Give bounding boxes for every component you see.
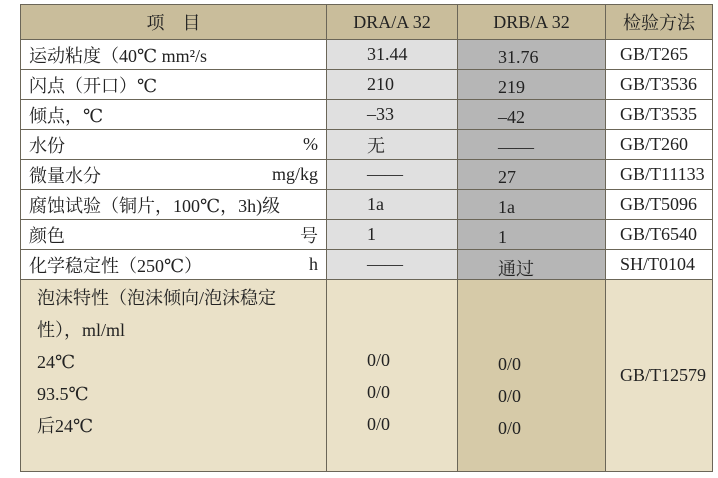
item-cell: [21, 40, 327, 70]
method-cell-value: GB/T11133: [620, 164, 705, 184]
method-cell-value: GB/T260: [620, 134, 689, 154]
item-cell: [21, 100, 327, 130]
dra-cell-value: 无: [367, 135, 385, 156]
method-cell: [606, 70, 713, 100]
drb-cell-value: –42: [498, 107, 525, 127]
foam-drb-3: 0/0: [498, 418, 522, 438]
table-row: [21, 190, 713, 220]
method-cell-value: GB/T6540: [620, 224, 698, 244]
foam-stage-1: 24℃: [37, 352, 76, 372]
item-cell: [21, 130, 327, 160]
dra-cell-value: ——: [367, 164, 403, 184]
item-cell: [21, 160, 327, 190]
table-body: [21, 40, 713, 472]
foam-stage-2: 93.5℃: [37, 384, 89, 404]
method-cell: [606, 100, 713, 130]
dra-cell-value: 210: [367, 74, 394, 94]
dra-cell-value: –33: [367, 104, 394, 124]
header-dra: DRA/A 32: [327, 5, 458, 40]
item-cell: [21, 250, 327, 280]
dra-cell: [327, 130, 458, 160]
drb-cell: [458, 220, 606, 250]
dra-cell-value: 1: [367, 224, 376, 244]
table-row: [21, 250, 713, 280]
item-cell: [21, 190, 327, 220]
method-cell-value: GB/T265: [620, 44, 689, 64]
foam-drb-1: 0/0: [498, 354, 522, 374]
item-label: 运动粘度（40℃ mm²/s: [29, 45, 208, 66]
method-cell-value: SH/T0104: [620, 254, 696, 274]
foam-dra-cell: [327, 280, 458, 472]
method-cell: [606, 40, 713, 70]
foam-drb-cell: [458, 280, 606, 472]
drb-cell: [458, 160, 606, 190]
foam-title-line1: 泡沫特性（泡沫倾向/泡沫稳定: [37, 288, 276, 308]
drb-cell-value: 1a: [498, 197, 515, 217]
item-label: 化学稳定性（250℃）: [29, 255, 203, 276]
method-cell: [606, 160, 713, 190]
method-cell: [606, 130, 713, 160]
item-label: 水份: [29, 135, 65, 156]
dra-cell-value: ——: [367, 254, 403, 274]
method-cell: [606, 220, 713, 250]
item-cell: [21, 70, 327, 100]
table-row: [21, 160, 713, 190]
foam-row: [21, 280, 713, 472]
foam-drb-2: 0/0: [498, 386, 522, 406]
item-label: 颜色: [29, 225, 65, 246]
header-drb: DRB/A 32: [458, 5, 606, 40]
dra-cell-value: 1a: [367, 194, 384, 214]
drb-cell: [458, 130, 606, 160]
drb-cell-value: 27: [498, 167, 516, 187]
dra-cell: [327, 160, 458, 190]
item-label: 微量水分: [29, 165, 101, 186]
method-cell-value: GB/T3536: [620, 74, 698, 94]
header-row: [21, 5, 713, 40]
foam-dra-1: 0/0: [367, 350, 391, 370]
foam-label-cell: [21, 280, 327, 472]
table-row: [21, 100, 713, 130]
item-unit: 号: [300, 225, 318, 246]
drb-cell-value: 通过: [498, 258, 534, 279]
method-cell: [606, 190, 713, 220]
header-item: 项目: [21, 5, 327, 40]
item-label: 腐蚀试验（铜片，100℃，3h)级: [29, 195, 281, 216]
drb-cell: [458, 190, 606, 220]
foam-method-cell: GB/T12579: [606, 280, 713, 472]
drb-cell: [458, 70, 606, 100]
drb-cell-value: 219: [498, 77, 525, 97]
dra-cell: [327, 70, 458, 100]
item-unit: mg/kg: [271, 164, 318, 184]
table-row: [21, 70, 713, 100]
table-row: [21, 40, 713, 70]
foam-dra-2: 0/0: [367, 382, 391, 402]
drb-cell: [458, 40, 606, 70]
drb-cell-value: 31.76: [498, 47, 539, 67]
dra-cell: [327, 250, 458, 280]
drb-cell: [458, 100, 606, 130]
dra-cell: [327, 40, 458, 70]
header-method: 检验方法: [606, 5, 713, 40]
dra-cell: [327, 220, 458, 250]
method-cell-value: GB/T3535: [620, 104, 698, 124]
table-row: [21, 130, 713, 160]
drb-cell-value: 1: [498, 227, 507, 247]
foam-stage-3: 后24℃: [37, 416, 94, 436]
spec-table: [20, 4, 713, 472]
item-cell: [21, 220, 327, 250]
item-label: 闪点（开口）℃: [29, 75, 158, 96]
dra-cell-value: 31.44: [367, 44, 408, 64]
item-unit: h: [309, 254, 318, 274]
drb-cell-value: ——: [498, 137, 534, 157]
table-row: [21, 220, 713, 250]
drb-cell: [458, 250, 606, 280]
dra-cell: [327, 100, 458, 130]
item-unit: %: [303, 134, 318, 154]
item-label: 倾点，℃: [29, 105, 104, 126]
method-cell: [606, 250, 713, 280]
method-cell-value: GB/T5096: [620, 194, 698, 214]
dra-cell: [327, 190, 458, 220]
foam-title-line2: 性），ml/ml: [37, 320, 126, 340]
foam-dra-3: 0/0: [367, 414, 391, 434]
